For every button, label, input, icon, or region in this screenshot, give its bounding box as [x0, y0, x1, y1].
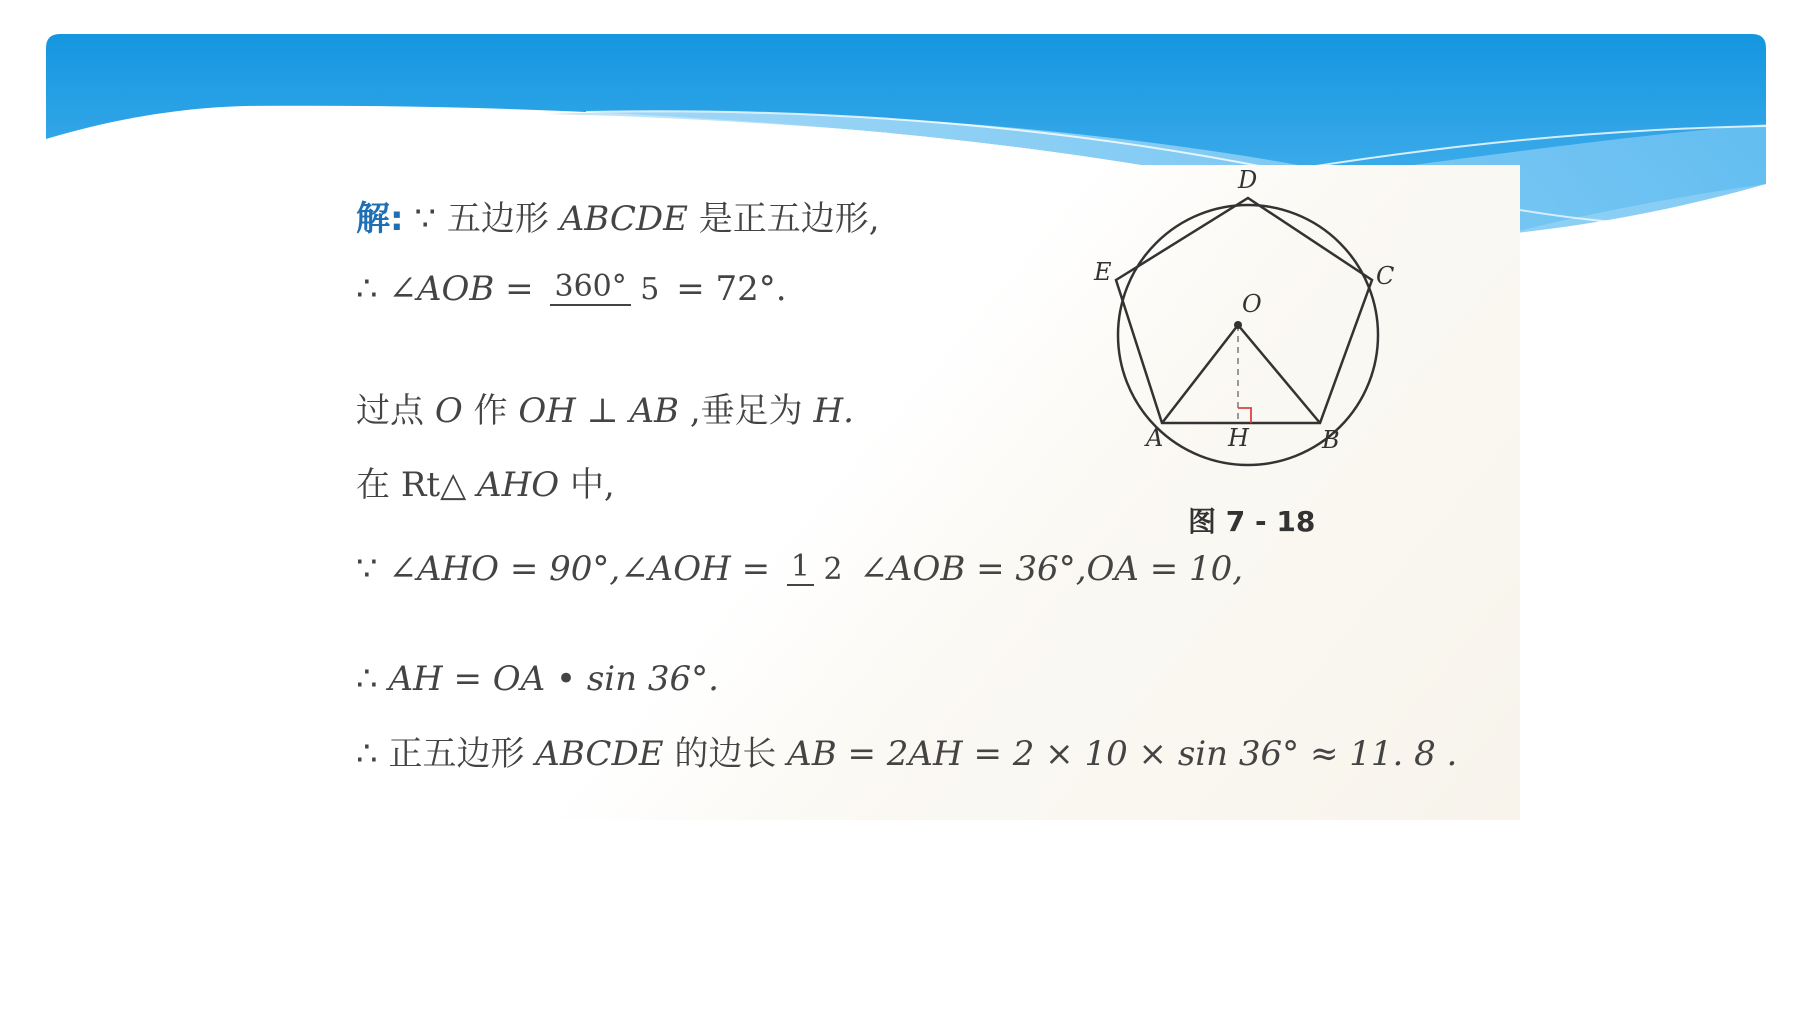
solution-line-7: ∴ 正五边形 ABCDE 的边长 AB = 2AH = 2 × 10 × sin 36° ≈ 11. 8 . — [356, 734, 1458, 774]
fraction-360-over-5: 360° 5 — [550, 272, 659, 306]
label-a: A — [1146, 424, 1164, 452]
solution-line-5: ∵ ∠AHO = 90°,∠AOH = 1 2 ∠AOB = 36°,OA = 10, — [356, 549, 1244, 589]
solution-line-1: 解: ∵ 五边形 ABCDE 是正五边形, — [356, 199, 880, 239]
pentagon-diagram — [1070, 160, 1430, 470]
solution-label: 解: — [356, 199, 404, 239]
label-d: D — [1238, 166, 1258, 194]
figure-caption: 图 7 - 18 — [1188, 505, 1316, 538]
label-b: B — [1322, 426, 1340, 454]
label-h: H — [1228, 424, 1249, 452]
solution-line-3: 过点 O 作 OH ⊥ AB ,垂足为 H. — [356, 391, 854, 431]
point-o — [1234, 321, 1242, 329]
label-e: E — [1094, 258, 1112, 286]
solution-line-2: ∴ ∠AOB = 360° 5 = 72°. — [356, 269, 787, 309]
label-o: O — [1242, 290, 1262, 318]
solution-line-4: 在 Rt△ AHO 中, — [356, 465, 615, 505]
right-angle-mark — [1238, 408, 1251, 423]
label-c: C — [1376, 262, 1395, 290]
fraction-one-half: 1 2 — [787, 552, 843, 586]
segment-oa — [1162, 325, 1238, 423]
solution-line-6: ∴ AH = OA • sin 36°. — [356, 659, 719, 699]
